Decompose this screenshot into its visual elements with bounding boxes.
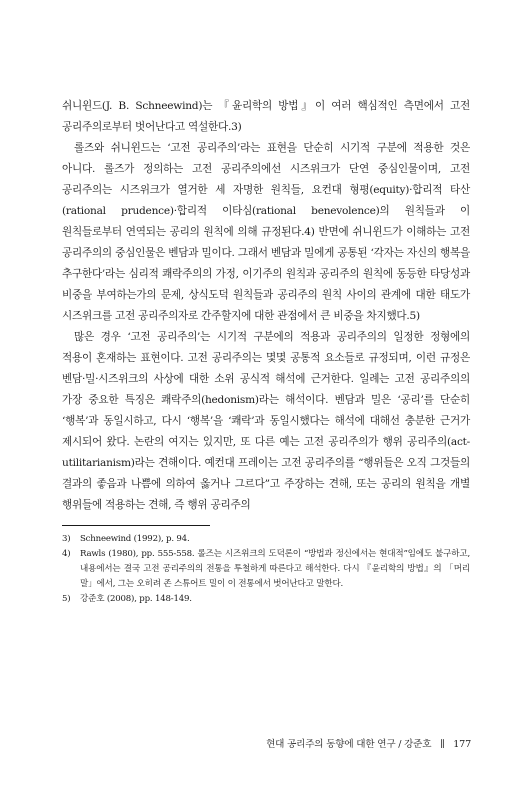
footnote-number: 3) [62, 534, 71, 544]
running-footer [266, 736, 471, 750]
paragraph-3: 많은 경우 ‘고전 공리주의’는 시기적 구분에의 적용과 공리주의의 일정한 정형에의 적용이 혼재하는 표현이다. 고전 공리주의는 몇몇 공통적 요소들로 규정되며, 이런 규정은 벤담·밀·시즈위크의 사상에 대한 소위 공식적 해석에 근거한다. 일례는 고전 공리주의의 가장 중요한 특징은 쾌락주의(hedonism)라는 해석이다. 벤담과 밀은 ‘공리’를 단순히 ‘행복’과 동일시하고, 다시 ‘행복’을 ‘쾌락’과 동일시했다는 해석에 대해선 충분한 근거가 제시되어 왔다. 논란의 여지는 있지만, 또 다른 예는 고전 공리주의가 행위 공리주의(act-utilitarianism)라는 견해이다. 예컨대 프레이는 고전 공리주의를 “행위들은 오직 그것들의 결과의 좋음과 나쁨에 의하여 옳거나 그르다”고 주장하는 견해, 또는 공리의 원칙을 개별 행위들에 적용하는 견해, 즉 행위 공리주의 [62, 331, 470, 511]
footnote-5 [62, 592, 470, 607]
paragraph-1: 쉬니윈드(J. B. Schneewind)는 『윤리학의 방법』이 여러 핵심적인 측면에서 고전 공리주의로부터 벗어난다고 역설한다.3) [62, 100, 470, 133]
page-content [62, 96, 470, 607]
footnotes [62, 532, 470, 607]
page-number: 177 [453, 739, 471, 750]
footer-separator: ∥ [440, 739, 445, 750]
running-title: 현대 공리주의 동향에 대한 연구 / 강준호 [266, 739, 432, 750]
footnote-text: Schneewind (1992), p. 94. [80, 534, 190, 544]
paragraph-2: 롤즈와 쉬니윈드는 ‘고전 공리주의’라는 표현을 단순히 시기적 구분에 적용한 것은 아니다. 롤즈가 정의하는 고전 공리주의에선 시즈위크가 단연 중심인물이며, 고전 공리주의는 시즈위크가 열거한 세 자명한 원칙들, 요컨대 형평(equity)·합리적 타산(rational prudence)·합리적 이타심(rational benevolence)의 원칙들과 이 원칙들로부터 연역되는 공리의 원칙에 의해 규정된다.4) 반면에 쉬니윈드가 이해하는 고전 공리주의의 중심인물은 벤담과 밀이다. 그래서 벤담과 밀에게 공통된 ‘각자는 자신의 행복을 추구한다’라는 심리적 쾌락주의의 가정, 이기주의 원칙과 공리주의 원칙에 동등한 타당성과 비중을 부여하는가의 문제, 상식도덕 원칙들과 공리주의 원칙 사이의 관계에 대한 태도가 시즈위크를 고전 공리주의자로 간주할지에 대한 관점에서 큰 비중을 차지했다.5) [62, 142, 470, 322]
footnote-divider [62, 525, 210, 526]
footnote-number: 5) [62, 594, 71, 604]
body-text [62, 96, 470, 516]
footnote-text: Rawls (1980), pp. 555-558. 롤즈는 시즈위크의 도덕론이 “방법과 정신에서는 현대적”임에도 불구하고, 내용에서는 결국 고전 공리주의의 전통을 투철하게 따른다고 해석한다. 다시 『윤리학의 방법』의 「머리말」에서, 그는 오히려 존 스튜어트 밀이 이 전통에서 벗어난다고 말한다. [80, 549, 470, 589]
footnote-number: 4) [62, 549, 71, 559]
footnote-3 [62, 532, 470, 547]
footnote-4 [62, 547, 470, 592]
footnote-text: 강준호 (2008), pp. 148-149. [80, 594, 192, 604]
